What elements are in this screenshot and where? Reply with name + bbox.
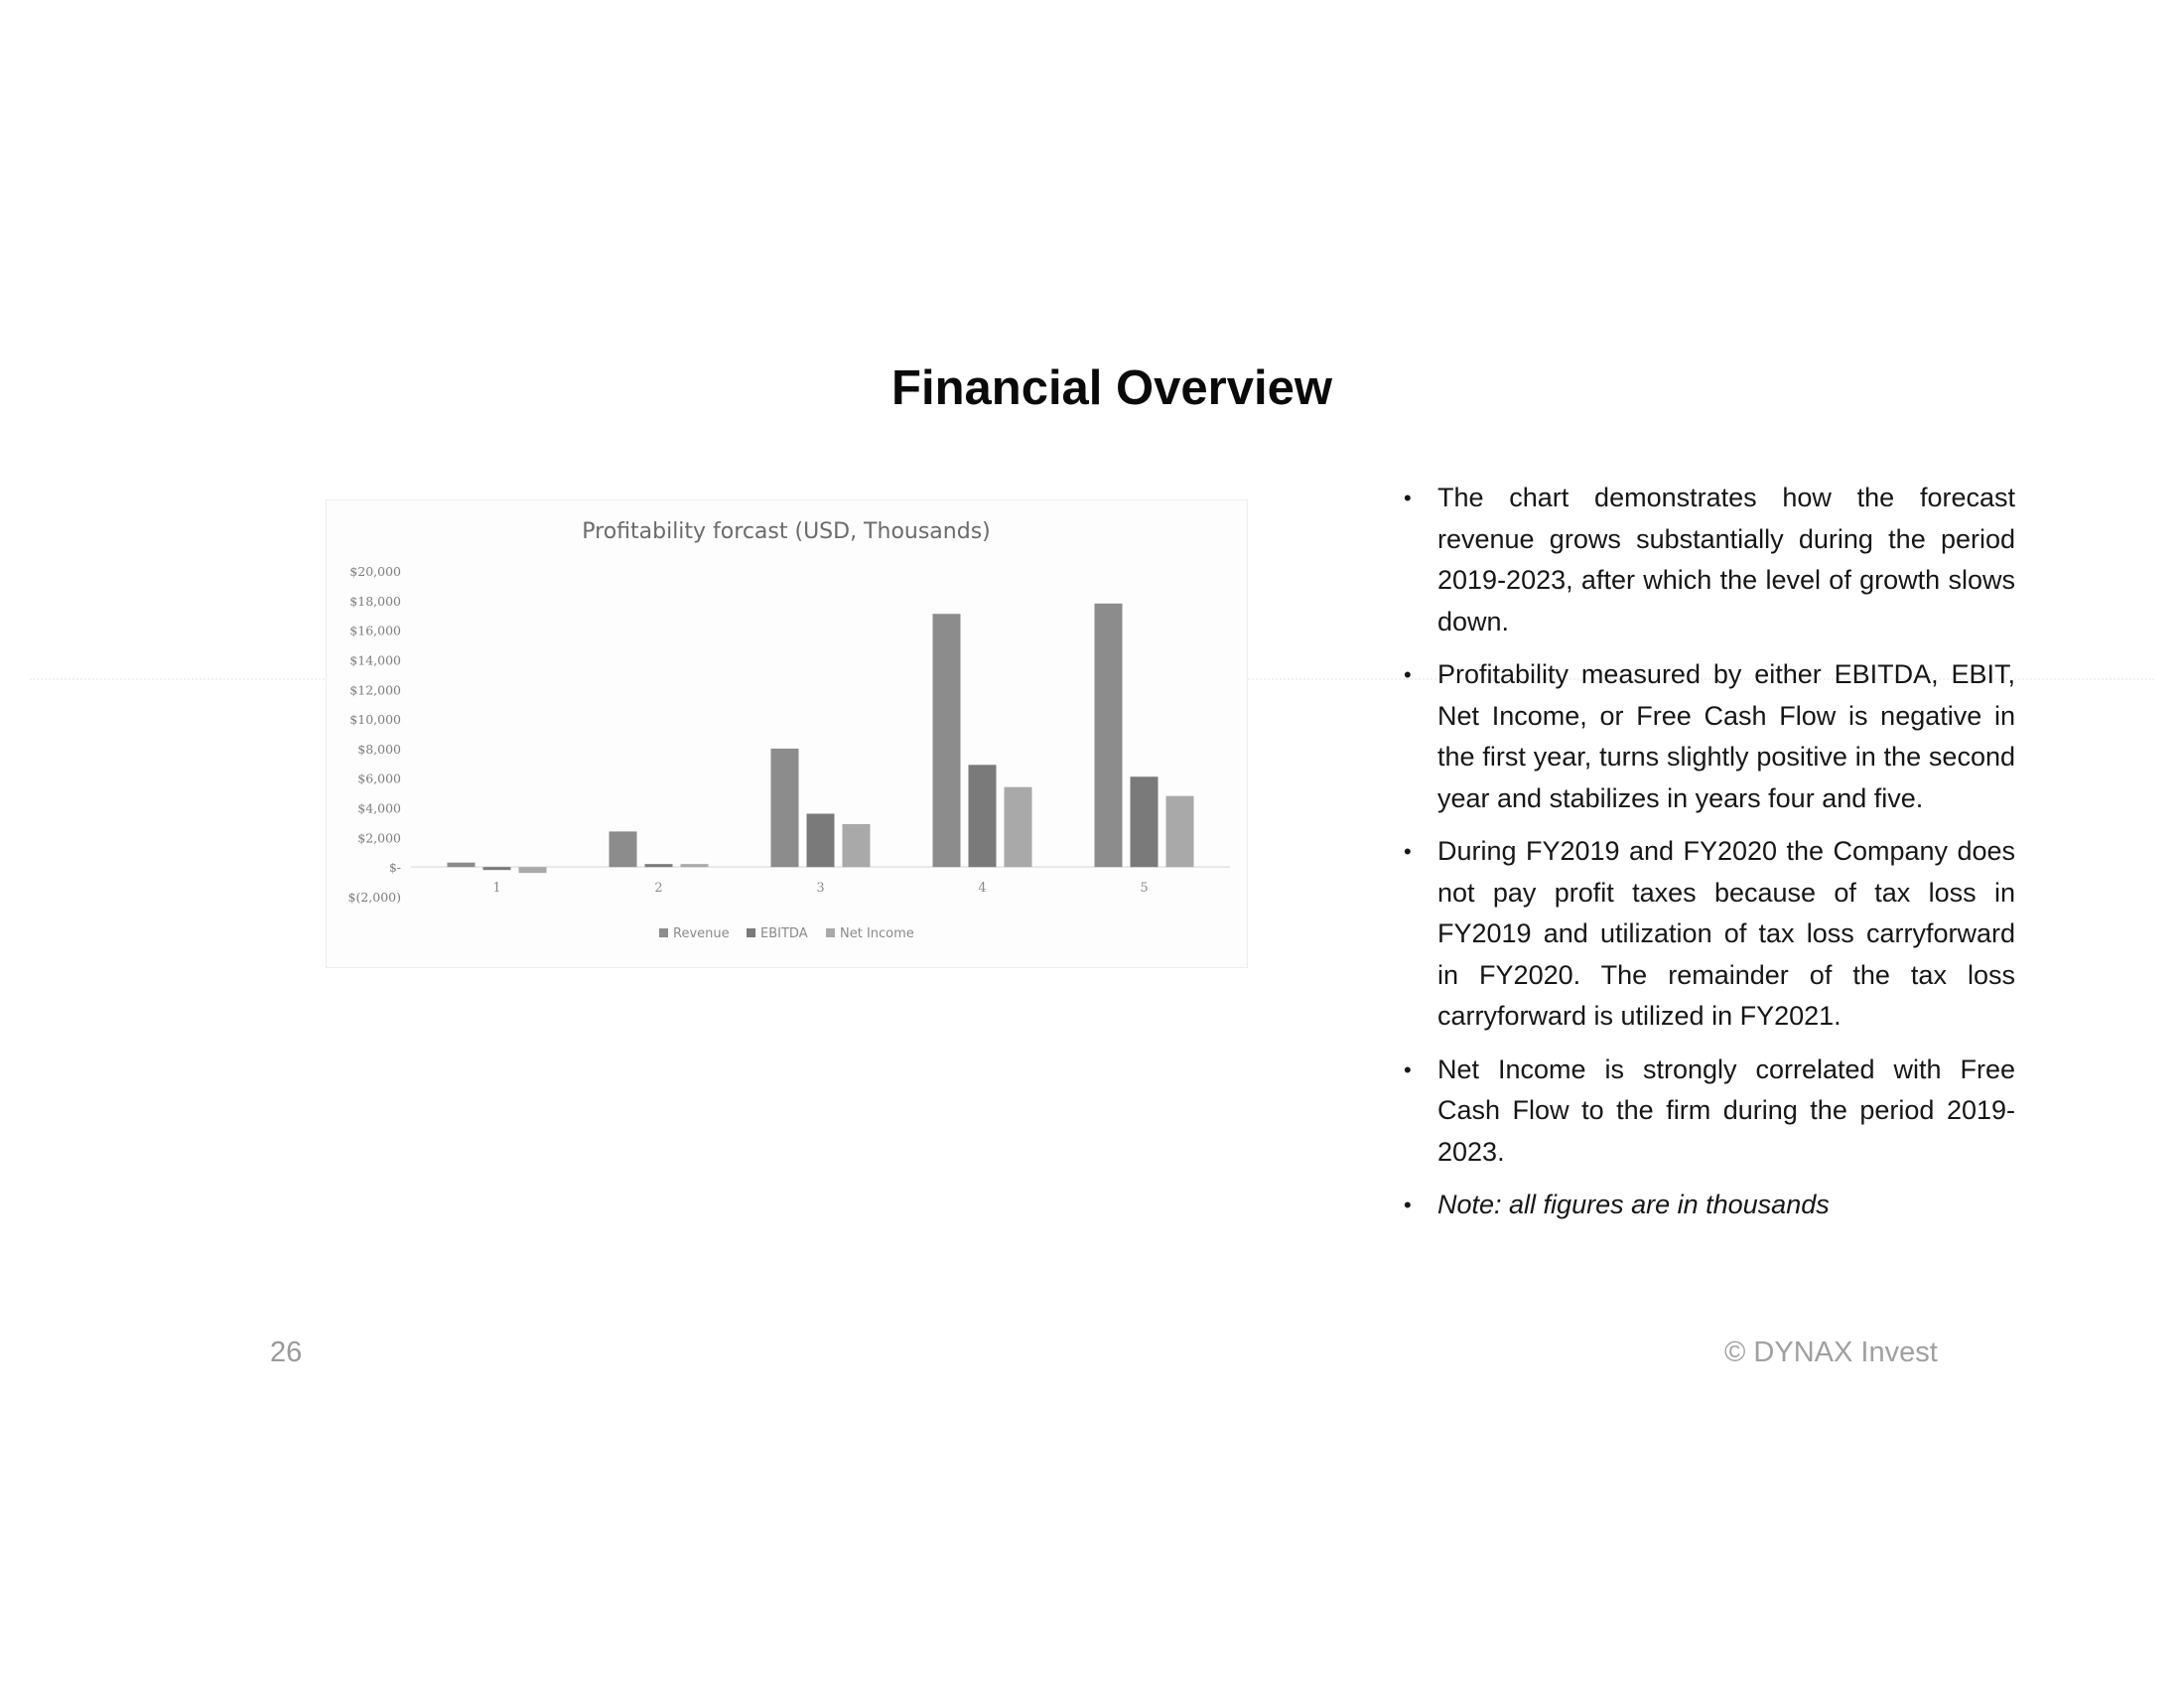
legend-swatch bbox=[659, 928, 668, 937]
bullet-text: Net Income is strongly correlated with Free Cash Flow to the firm during the period 2019-2023. bbox=[1437, 1054, 2015, 1167]
bar-revenue bbox=[448, 863, 476, 867]
bullet-dot: • bbox=[1404, 486, 1412, 510]
copyright-text: © DYNAX Invest bbox=[1724, 1336, 1938, 1368]
bullet-item-note bbox=[1400, 1185, 2015, 1226]
y-tick-label: $14,000 bbox=[349, 652, 401, 668]
y-tick-label: $18,000 bbox=[349, 593, 401, 609]
bar-ebitda bbox=[807, 814, 835, 868]
legend-label: Revenue bbox=[673, 926, 730, 941]
x-tick-label: 5 bbox=[1140, 881, 1149, 897]
bullet-dot: • bbox=[1404, 1056, 1412, 1082]
y-tick-label: $- bbox=[388, 860, 401, 876]
page-number: 26 bbox=[270, 1336, 303, 1368]
bar-ebitda bbox=[1131, 776, 1159, 867]
y-tick-label: $6,000 bbox=[357, 771, 401, 786]
y-tick-label: $4,000 bbox=[357, 800, 401, 816]
bar-revenue bbox=[771, 749, 799, 867]
x-tick-label: 4 bbox=[978, 881, 987, 897]
y-tick-label: $8,000 bbox=[357, 741, 401, 757]
profitability-chart bbox=[326, 499, 1248, 968]
legend-swatch bbox=[826, 928, 835, 937]
legend-label: Net Income bbox=[840, 926, 914, 941]
page-title: Financial Overview bbox=[891, 360, 1332, 415]
bar-net-income bbox=[681, 864, 709, 867]
bullet-text: Profitability measured by either EBITDA, EBIT, Net Income, or Free Cash Flow is negative in the first year, turns slightly positive in the second year and stabilizes in years four and five. bbox=[1437, 659, 2015, 813]
chart-title: Profitability forcast (USD, Thousands) bbox=[582, 519, 991, 544]
bullet-list bbox=[1400, 478, 2015, 1238]
bullet-item bbox=[1400, 831, 2015, 1038]
bar-ebitda bbox=[483, 867, 511, 870]
legend-label: EBITDA bbox=[760, 926, 808, 941]
y-tick-label: $2,000 bbox=[357, 830, 401, 846]
bullet-text: The chart demonstrates how the forecast revenue grows substantially during the period 2019-2023, after which the level of growth slows down. bbox=[1437, 483, 2015, 636]
bar-net-income bbox=[843, 824, 871, 867]
x-tick-label: 1 bbox=[492, 881, 501, 897]
x-tick-label: 3 bbox=[816, 881, 825, 897]
bar-net-income bbox=[1005, 787, 1032, 868]
bullet-text: During FY2019 and FY2020 the Company does not pay profit taxes because of tax loss in FY2019 and utilization of tax loss carryforward in FY2020. The remainder of the tax loss carryforward is utilized in FY2021. bbox=[1437, 836, 2015, 1031]
bar-revenue bbox=[610, 831, 637, 867]
y-tick-label: $(2,000) bbox=[347, 890, 401, 905]
bar-net-income bbox=[519, 867, 547, 873]
y-tick-label: $10,000 bbox=[349, 712, 401, 728]
y-tick-label: $16,000 bbox=[349, 623, 401, 638]
legend-swatch bbox=[747, 928, 755, 937]
bar-net-income bbox=[1166, 796, 1194, 868]
y-tick-label: $20,000 bbox=[349, 564, 401, 579]
y-tick-label: $12,000 bbox=[349, 682, 401, 698]
bullet-item bbox=[1400, 478, 2015, 642]
bullet-item bbox=[1400, 654, 2015, 819]
bullet-dot: • bbox=[1404, 1193, 1412, 1217]
bar-revenue bbox=[933, 614, 961, 867]
bullet-item bbox=[1400, 1050, 2015, 1174]
bar-ebitda bbox=[645, 864, 673, 867]
x-tick-label: 2 bbox=[654, 881, 663, 897]
chart-canvas bbox=[327, 500, 1247, 967]
bullet-text-note: Note: all figures are in thousands bbox=[1437, 1190, 1830, 1219]
bar-revenue bbox=[1095, 604, 1123, 867]
bullet-dot: • bbox=[1404, 839, 1412, 864]
bullet-dot: • bbox=[1404, 662, 1412, 687]
bar-ebitda bbox=[969, 765, 997, 867]
